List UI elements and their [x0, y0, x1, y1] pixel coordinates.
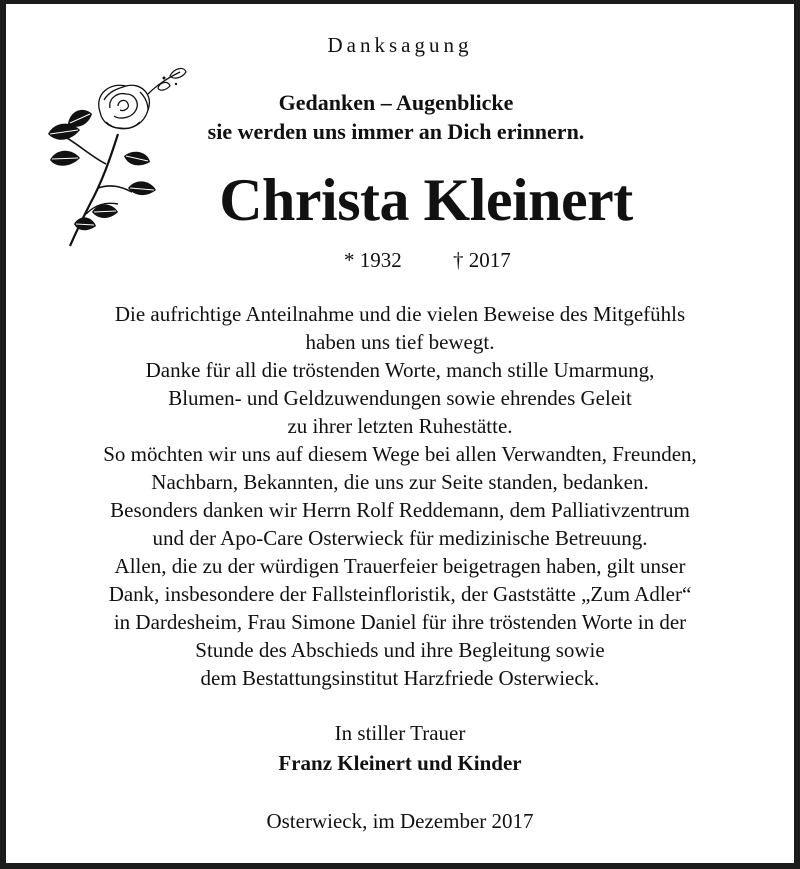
signature-intro: In stiller Trauer — [334, 721, 466, 745]
thanks-line: Dank, insbesondere der Fallsteinfloristik, der Gaststätte „Zum Adler“ — [108, 582, 692, 606]
thanks-line: haben uns tief bewegt. — [305, 330, 495, 354]
verse-line-1: Gedanken – Augenblicke — [278, 90, 514, 115]
thanks-line: Danke für all die tröstenden Worte, manch stille Umarmung, — [145, 358, 655, 382]
thanks-line: und der Apo-Care Osterwieck für medizinische Betreuung. — [152, 526, 648, 550]
place-date: Osterwieck, im Dezember 2017 — [266, 809, 534, 833]
thanks-line: dem Bestattungsinstitut Harzfriede Osterwieck. — [200, 666, 600, 690]
heading-danksagung: Danksagung — [327, 33, 473, 57]
signature-names: Franz Kleinert und Kinder — [278, 751, 522, 775]
verse-line-2: sie werden uns immer an Dich erinnern. — [207, 119, 585, 144]
death-year: † 2017 — [453, 248, 511, 272]
thanks-line: So möchten wir uns auf diesem Wege bei allen Verwandten, Freunden, — [103, 442, 697, 466]
thanks-line: Die aufrichtige Anteilnahme und die vielen Beweise des Mitgefühls — [114, 302, 686, 326]
birth-year: * 1932 — [344, 248, 402, 272]
deceased-name: Christa Kleinert — [219, 167, 633, 233]
obituary-card — [6, 4, 794, 863]
thanks-line: Allen, die zu der würdigen Trauerfeier beigetragen haben, gilt unser — [114, 554, 686, 578]
thanks-line: Nachbarn, Bekannten, die uns zur Seite standen, bedanken. — [151, 470, 649, 494]
thanks-text — [6, 300, 794, 692]
thanks-line: Stunde des Abschieds und ihre Begleitung sowie — [195, 638, 605, 662]
thanks-line: zu ihrer letzten Ruhestätte. — [287, 414, 513, 438]
thanks-line: Blumen- und Geldzuwendungen sowie ehrendes Geleit — [168, 386, 632, 410]
thanks-line: Besonders danken wir Herrn Rolf Reddemann, dem Palliativzentrum — [110, 498, 690, 522]
thanks-line: in Dardesheim, Frau Simone Daniel für ihre tröstenden Worte in der — [113, 610, 687, 634]
